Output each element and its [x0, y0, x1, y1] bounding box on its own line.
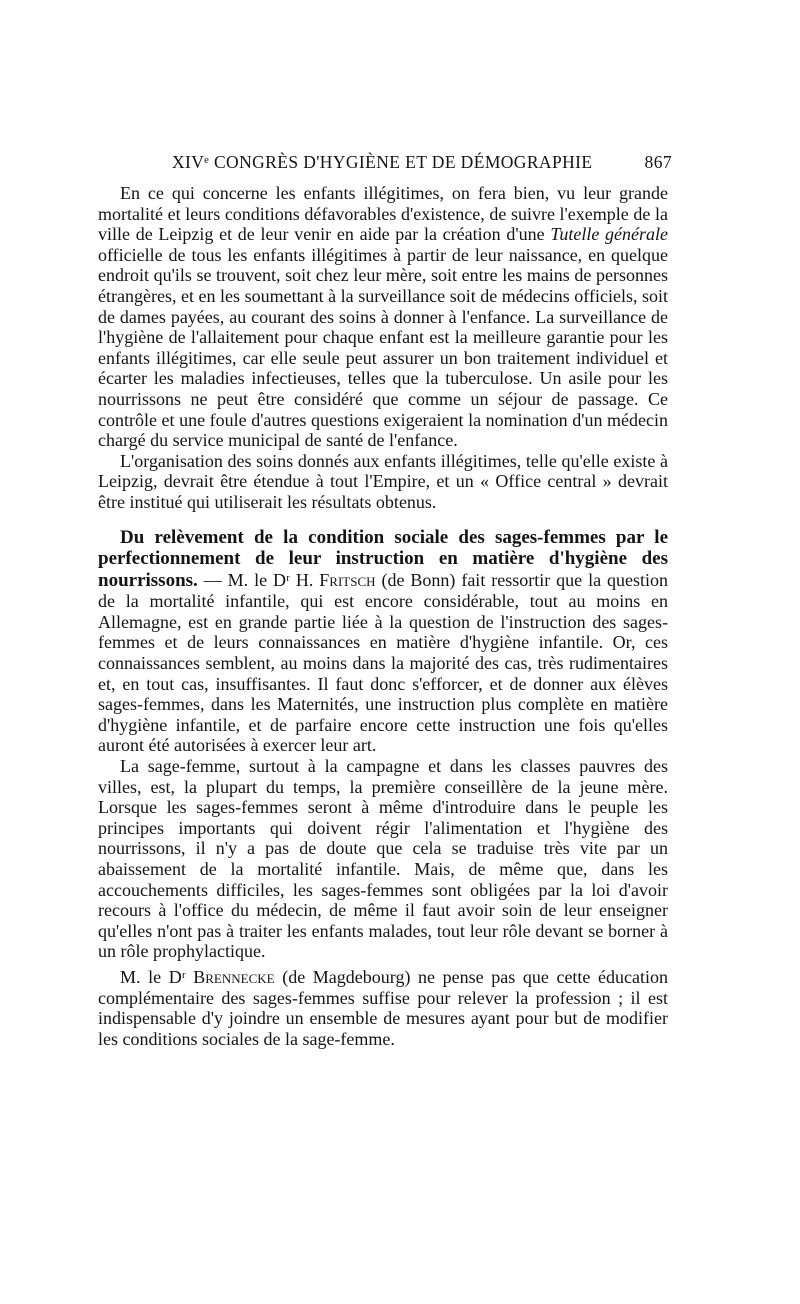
- page-number: 867: [644, 152, 672, 172]
- paragraph-midwives-section: [98, 527, 668, 757]
- paragraph-text: En ce qui concerne les enfants illégitimes, on fera bien, vu leur grande mortalité et leurs conditions défavorables d'existence, de suivre l'exemple de la ville de Leipzig et de leur venir en aide par la création d'une: [98, 183, 668, 245]
- paragraph-text: — M. le Dʳ H.: [197, 569, 320, 590]
- paragraph-midwife-role: La sage-femme, surtout à la campagne et dans les classes pauvres des villes, est, la plupart du temps, la première conseillère de la jeune mère. Lorsque les sages-femmes seront à même d'introduire dans le peuple les principes importants qui doivent régir l'alimentation et l'hygiène des nourrissons, il n'y a pas de doute que cela se traduise très vite par un abaissement de la mortalité infantile. Mais, de même que, dans les accouchements difficiles, les sages-femmes sont obligées par la loi d'avoir recours à l'office du médecin, de même il faut avoir soin de leur enseigner qu'elles n'ont pas à traiter les enfants malades, tout leur rôle devant se borner à un rôle prophylactique.: [98, 756, 668, 962]
- running-title: XIVᵉ CONGRÈS D'HYGIÈNE ET DE DÉMOGRAPHIE: [172, 152, 593, 172]
- emphasis-text: Tutelle générale: [550, 224, 668, 245]
- author-name: Brennecke: [193, 966, 275, 987]
- running-header: [120, 152, 672, 178]
- author-name: Fritsch: [319, 569, 376, 590]
- paragraph-illegitimate-children: [98, 183, 668, 451]
- paragraph-text: (de Magdebourg) ne pense pas que cette éducation complémentaire des sages-femmes suffise pour relever la profession ; il est indispensable d'y joindre un ensemble de mesures ayant pour but de modifier les conditions sociales de la sage-femme.: [98, 966, 669, 1049]
- paragraph-text: officielle de tous les enfants illégitimes à partir de leur naissance, en quelque endroit qu'ils se trouvent, soit chez leur mère, soit entre les mains de personnes étrangères, et en les soumettant à la surveillance soit de médecins officiels, soit de dames payées, au courant des soins à donner à l'enfance. La surveillance de l'hygiène de l'allaitement pour chaque enfant est la meilleure garantie pour les enfants illégitimes, car elle seule peut assurer un bon traitement individuel et écarter les maladies infectieuses, telles que la tuberculose. Un asile pour les nourrissons ne peut être considéré que comme un séjour de passage. Ce contrôle et une foule d'autres questions exigeraient la nomination d'un médecin chargé du service municipal de santé de l'enfance.: [98, 244, 668, 451]
- paragraph-text: (de Bonn) fait ressortir que la question de la mortalité infantile, qui est encore considérable, tout au moins en Allemagne, est en grande partie liée à la question de l'instruction des sages-femmes et de leurs connaissances en matière d'hygiène infantile. Or, ces connaissances semblent, au moins dans la majorité des cas, très rudimentaires et, en tout cas, insuffisantes. Il faut donc s'efforcer, et de donner aux élèves sages-femmes, dans les Maternités, une instruction plus complète en matière d'hygiène infantile, et de parfaire encore cette instruction une fois qu'elles auront été autorisées à exercer leur art.: [98, 569, 669, 756]
- paragraph-leipzig-organisation: L'organisation des soins donnés aux enfants illégitimes, telle qu'elle existe à Leipzig, devrait être étendue à tout l'Empire, et un « Office central » devrait être institué qui utiliserait les résultats obtenus.: [98, 450, 668, 512]
- paragraph-text: M. le Dʳ: [120, 966, 194, 987]
- body-text: [98, 183, 668, 1049]
- section-heading: Du relèvement de la condition sociale des sages-femmes par le perfectionnement de leur instruction en matière d'hygiène des nourrissons.: [98, 526, 668, 591]
- paragraph-brennecke: [98, 967, 668, 1049]
